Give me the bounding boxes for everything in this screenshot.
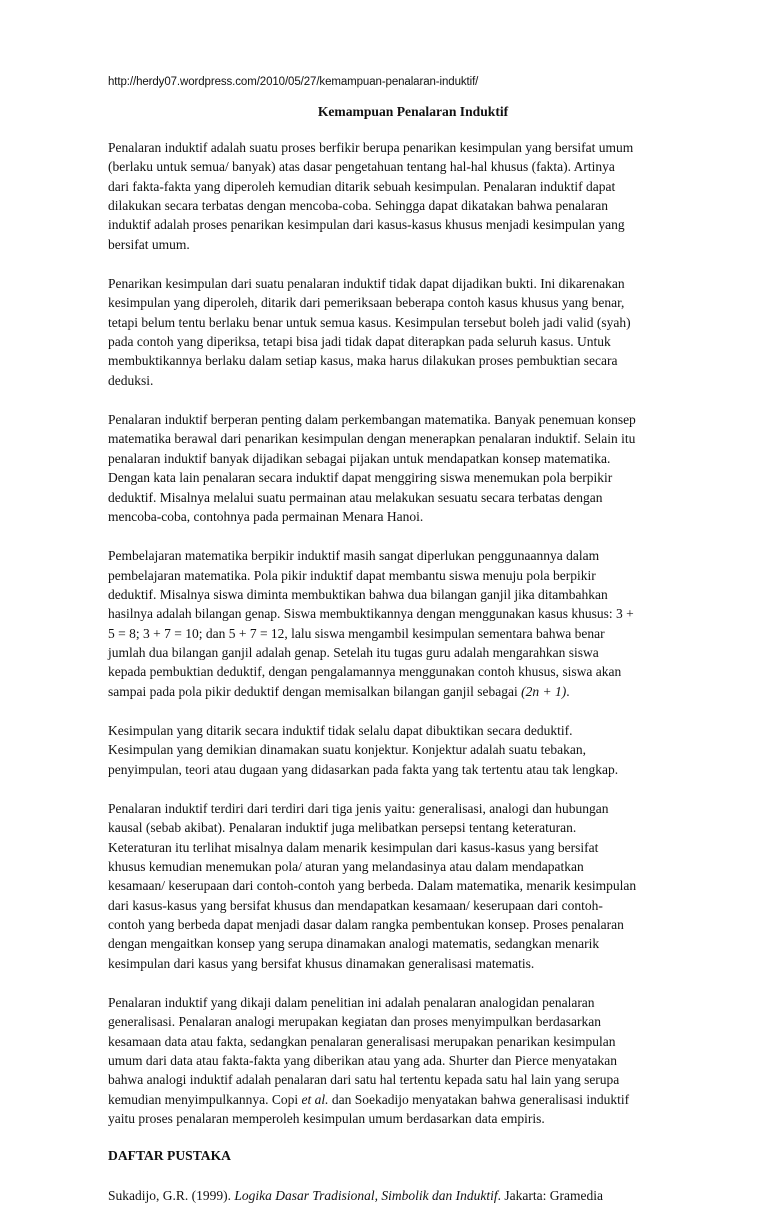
text-line: dari kasus-kasus yang bersifat khusus dan mendapatkan kesamaan/ keserupaan dari contoh- (108, 897, 603, 913)
text-line: induktif adalah proses penarikan kesimpulan dari kasus-kasus khusus menjadi kesimpulan yang (108, 217, 625, 233)
text-line: bersifat umum. (108, 236, 190, 252)
text-line: kausal (sebab akibat). Penalaran induktif juga melibatkan persepsi tentang keteraturan. (108, 820, 577, 836)
reference-publisher: . Jakarta: Gramedia (497, 1188, 603, 1204)
text-line: 5 = 8; 3 + 7 = 10; dan 5 + 7 = 12, lalu siswa mengambil kesimpulan sementara bahwa benar (108, 625, 605, 641)
paragraph-5 (108, 721, 700, 779)
text-line: hasilnya adalah bilangan genap. Siswa membuktikannya dengan menggunakan kasus khusus: 3 + (108, 606, 634, 622)
text-line: deduktif. Misalnya melalui suatu permainan atau melakukan sesuatu secara terbatas dengan (108, 489, 603, 505)
text-line: matematika berawal dari penarikan kesimpulan dengan menerapkan penalaran induktif. Selain itu (108, 431, 636, 447)
text-line: Keteraturan itu terlihat misalnya dalam menarik kesimpulan dari kasus-kasus yang bersifat (108, 839, 599, 855)
text-line: mencoba-coba, contohnya pada permainan Menara Hanoi. (108, 508, 424, 524)
text-line: Pembelajaran matematika berpikir induktif masih sangat diperlukan penggunaannya dalam (108, 548, 600, 564)
reference-entry (108, 1186, 700, 1205)
text-line: yaitu proses penalaran memperoleh kesimpulan umum berdasarkan data empiris. (108, 1111, 545, 1127)
text-line: generalisasi. Penalaran analogi merupakan kegiatan dan proses menyimpulkan berdasarkan (108, 1014, 601, 1030)
text-line: kesimpulan dari kasus yang bersifat khusus dinamakan generalisasi matematis. (108, 955, 535, 971)
text-line: Penalaran induktif adalah suatu proses berfikir berupa penarikan kesimpulan yang bersifat umum (108, 140, 634, 155)
text-line: dari fakta-fakta yang diperoleh kemudian ditarik sebuah kesimpulan. Penalaran induktif dapat (108, 178, 616, 194)
text-line: kesamaan data atau fakta, sedangkan penalaran generalisasi merupakan penarikan kesimpulan (108, 1033, 616, 1049)
text-line: Penalaran induktif yang dikaji dalam penelitian ini adalah penalaran analogidan penalaran (108, 995, 595, 1011)
text-line: penalaran induktif banyak dijadikan sebagai pijakan untuk mendapatkan konsep matematika. (108, 450, 611, 466)
text-line: kepada pembuktian deduktif, dengan pengalamannya menggunakan contoh khusus, siswa akan (108, 664, 622, 680)
text-line: Penalaran induktif berperan penting dalam perkembangan matematika. Banyak penemuan konsep (108, 412, 636, 428)
text-line: pada contoh yang diperiksa, tetapi bisa jadi tidak dapat diterapkan pada seluruh kasus. Untuk (108, 334, 611, 350)
text-segment: sampai pada pola pikir deduktif dengan memisalkan bilangan ganjil sebagai (108, 683, 522, 699)
paragraph-1 (108, 138, 700, 254)
text-line (108, 682, 700, 701)
text-line: pembelajaran matematika. Pola pikir induktif dapat membantu siswa menuju pola berpikir (108, 567, 596, 583)
text-line: deduksi. (108, 372, 154, 388)
text-line: Penarikan kesimpulan dari suatu penalaran induktif tidak dapat dijadikan bukti. Ini dikarenakan (108, 276, 625, 292)
paragraph-2 (108, 274, 700, 390)
text-line: bahwa analogi induktif adalah penalaran dari satu hal tertentu kepada satu hal lain yang serupa (108, 1072, 620, 1088)
text-line: Penalaran induktif terdiri dari terdiri dari tiga jenis yaitu: generalisasi, analogi dan hubungan (108, 800, 609, 816)
paragraph-6 (108, 799, 700, 973)
reference-author: Sukadijo, G.R. (1999). (108, 1188, 235, 1204)
text-line: membuktikannya berlaku dalam setiap kasus, maka harus dilakukan proses pembuktian secara (108, 353, 618, 369)
text-line: dengan mengaitkan konsep yang serupa dinamakan analogi matematis, sedangkan menarik (108, 936, 600, 952)
text-line: khusus kemudian menemukan pola/ aturan yang melandasinya atau dalam mendapatkan (108, 859, 584, 874)
text-line (108, 1090, 700, 1109)
references-heading: DAFTAR PUSTAKA (108, 1148, 231, 1164)
text-line: contoh yang berbeda dapat menjadi dasar dalam rangka pembentukan konsep. Proses penalaran (108, 917, 624, 933)
italic-term: et al. (301, 1091, 329, 1107)
text-segment: dan Soekadijo menyatakan bahwa generalisasi induktif (328, 1091, 630, 1107)
text-line: kesamaan/ keserupaan dari contoh-contoh yang berbeda. Dalam matematika, menarik kesimpulan (108, 878, 637, 894)
text-line: deduktif. Misalnya siswa diminta membuktikan bahwa dua bilangan ganjil jika ditambahkan (108, 586, 608, 602)
reference-title: Logika Dasar Tradisional, Simbolik dan Induktif (234, 1188, 498, 1204)
text-line: dilakukan secara terbatas dengan mencoba-coba. Sehingga dapat dikatakan bahwa penalaran (108, 198, 609, 214)
text-line: kesimpulan yang diperoleh, ditarik dari pemeriksaan beberapa contoh kasus khusus yang benar, (108, 295, 625, 311)
text-line: Dengan kata lain penalaran secara induktif dapat menggiring siswa menemukan pola berpikir (108, 470, 613, 486)
text-segment: . (566, 683, 570, 699)
text-line: jumlah dua bilangan ganjil adalah genap. Setelah itu tugas guru adalah mengarahkan siswa (108, 644, 599, 660)
paragraph-3 (108, 410, 700, 526)
text-line: Kesimpulan yang demikian dinamakan suatu konjektur. Konjektur adalah suatu tebakan, (108, 742, 586, 758)
text-line: penyimpulan, teori atau dugaan yang didasarkan pada fakta yang tak tertentu atau tak lengkap. (108, 761, 619, 777)
document-title: Kemampuan Penalaran Induktif (317, 104, 509, 119)
text-line: umum dari data atau fakta-fakta yang diberikan atau yang ada. Shurter dan Pierce menyatakan (108, 1053, 618, 1069)
text-line: tetapi belum tentu berlaku benar untuk semua kasus. Kesimpulan tersebut boleh jadi valid (syah) (108, 314, 631, 330)
text-line: (berlaku untuk semua/ banyak) atas dasar pengetahuan tentang hal-hal khusus (fakta). Artinya (108, 159, 615, 175)
source-url: http://herdy07.wordpress.com/2010/05/27/kemampuan-penalaran-induktif/ (108, 76, 479, 88)
formula-italic: (2n + 1) (521, 683, 567, 699)
paragraph-7 (108, 993, 700, 1128)
text-segment: kemudian menyimpulkannya. Copi (108, 1091, 302, 1107)
text-line: Kesimpulan yang ditarik secara induktif tidak selalu dapat dibuktikan secara deduktif. (108, 722, 573, 738)
paragraph-4 (108, 546, 700, 701)
